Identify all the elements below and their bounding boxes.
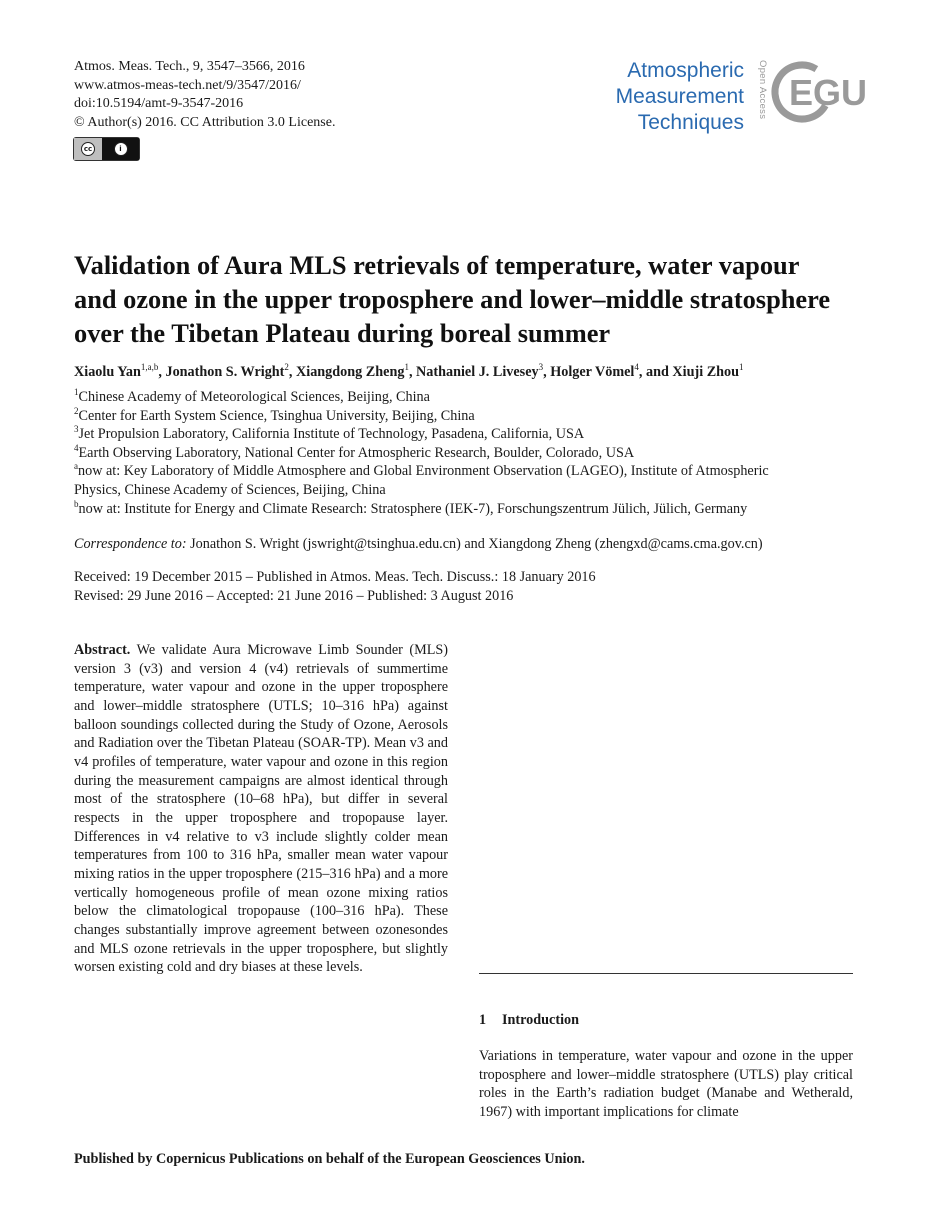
affiliation-text: Jet Propulsion Laboratory, California Institute of Technology, Pasadena, California, USA xyxy=(78,426,585,443)
correspondence xyxy=(74,536,763,553)
journal-citation: Atmos. Meas. Tech., 9, 3547–3566, 2016 xyxy=(74,59,305,74)
author-separator: , xyxy=(543,364,551,380)
received-line: Received: 19 December 2015 – Published in Atmos. Meas. Tech. Discuss.: 18 January 2016 xyxy=(74,569,596,585)
author-name: Jonathon S. Wright xyxy=(165,364,285,380)
affiliation-text: now at: Key Laboratory of Middle Atmosphere and Global Environment Observation (LAGEO), Institute of Atmospheric xyxy=(78,463,769,480)
affiliation-text: now at: Institute for Energy and Climate Research: Stratosphere (IEK-7), Forschungszentrum Jülich, Jülich, Germany xyxy=(78,500,748,517)
license-statement: © Author(s) 2016. CC Attribution 3.0 License. xyxy=(74,114,336,130)
author-separator: , xyxy=(408,364,417,380)
publication-dates xyxy=(74,568,596,605)
egu-logo-text: EGU xyxy=(789,72,868,113)
affiliation-marker: 2 xyxy=(74,405,79,416)
affiliation-text: Physics, Chinese Academy of Sciences, Beijing, China xyxy=(74,481,386,498)
affiliation-list xyxy=(74,388,874,518)
title-line: over the Tibetan Plateau during boreal summer xyxy=(74,318,611,348)
title-line: Validation of Aura MLS retrievals of temperature, water vapour xyxy=(74,250,800,280)
journal-name-line: Measurement xyxy=(615,85,744,108)
abstract-paragraph-1 xyxy=(74,641,448,977)
author-affiliation-marker: 4 xyxy=(634,362,639,372)
article-url[interactable]: www.atmos-meas-tech.net/9/3547/2016/ xyxy=(74,77,301,93)
section-divider xyxy=(479,973,853,974)
affiliation-text: Earth Observing Laboratory, National Center for Atmospheric Research, Boulder, Colorado, USA xyxy=(78,444,635,461)
author-affiliation-marker: 1,a,b xyxy=(140,362,159,372)
affiliation-text: Center for Earth System Science, Tsinghua University, Beijing, China xyxy=(78,407,475,424)
correspondence-text: Jonathon S. Wright (jswright@tsinghua.edu.cn) and Xiangdong Zheng (zhengxd@cams.cma.gov.cn) xyxy=(190,536,763,552)
open-access-label xyxy=(752,60,768,130)
egu-logo-icon xyxy=(772,58,868,130)
author-affiliation-marker: 2 xyxy=(284,362,289,372)
abstract-text: We validate Aura Microwave Limb Sounder (MLS) version 3 (v3) and version 4 (v4) retrievals of summertime temperature, water vapour and ozone in the upper troposphere and lower–middle stratosphere (UTLS; 10–316 hPa) against balloon soundings collected during the Study of Ozone, Aerosols and Radiation over the Tibetan Plateau (SOAR-TP). Mean v3 and v4 profiles of temperature, water vapour and ozone in this region during the measurement campaigns are almost identical through most of the stratosphere (10–68 hPa), but differ in several respects in the upper troposphere and tropopause layer. Differences in v4 relative to v3 include slightly colder mean temperatures from 100 to 316 hPa, smaller mean water vapour mixing ratios in the upper troposphere (215–316 hPa) and a more vertically homogeneous profile of mean ozone mixing ratios below the climatological tropopause (100–316 hPa). These changes substantially improve agreement between ozonesondes and MLS ozone retrievals in the upper troposphere, but slightly worsen existing cold and dry biases at these levels. xyxy=(74,642,448,976)
affiliation xyxy=(74,481,874,500)
journal-name-line: Techniques xyxy=(637,111,744,134)
abstract-column-left xyxy=(74,641,448,977)
revised-line: Revised: 29 June 2016 – Accepted: 21 June 2016 – Published: 3 August 2016 xyxy=(74,587,514,604)
section-number: 1 xyxy=(479,1012,487,1028)
section-heading-introduction xyxy=(479,1012,579,1029)
author-name: Xiaolu Yan xyxy=(74,364,141,380)
author-name: Holger Vömel xyxy=(550,364,635,380)
author-separator: , xyxy=(158,364,166,380)
author-affiliation-marker: 1 xyxy=(404,362,409,372)
affiliation-text: Chinese Academy of Meteorological Sciences, Beijing, China xyxy=(78,389,430,405)
affiliation xyxy=(74,388,874,407)
journal-name-line: Atmospheric xyxy=(627,59,744,82)
author-separator: , and xyxy=(638,364,673,380)
author-name: Xiuji Zhou xyxy=(672,364,740,380)
section-title: Introduction xyxy=(502,1012,579,1028)
paper-title xyxy=(74,248,874,350)
open-access-text: Open Access xyxy=(757,60,768,120)
introduction-text xyxy=(479,1047,853,1122)
cc-icon: cc xyxy=(81,142,95,156)
affiliation xyxy=(74,500,874,519)
affiliation xyxy=(74,444,874,463)
author-name: Xiangdong Zheng xyxy=(296,364,405,380)
cc-by-license-badge[interactable] xyxy=(73,137,140,161)
author-list xyxy=(74,364,744,381)
affiliation-marker: 4 xyxy=(74,442,79,453)
affiliation xyxy=(74,425,874,444)
affiliation xyxy=(74,407,874,426)
introduction-paragraph: Variations in temperature, water vapour and ozone in the upper troposphere and lower–middle stratosphere (UTLS) play critical roles in the Earth’s radiation budget (Manabe and Wetherald, 1967) with important implications for climate xyxy=(479,1048,853,1120)
title-line: and ozone in the upper troposphere and lower–middle stratosphere xyxy=(74,284,831,314)
affiliation-marker: a xyxy=(74,461,78,472)
author-separator: , xyxy=(288,364,297,380)
attribution-icon: i xyxy=(114,142,128,156)
affiliation-marker: b xyxy=(74,498,79,509)
affiliation-marker: 3 xyxy=(74,424,79,435)
author-name: Nathaniel J. Livesey xyxy=(416,364,539,380)
affiliation xyxy=(74,462,874,481)
abstract-label: Abstract. xyxy=(74,642,131,658)
journal-name xyxy=(616,58,744,136)
publisher-footer: Published by Copernicus Publications on behalf of the European Geosciences Union. xyxy=(74,1151,585,1167)
citation-block xyxy=(74,58,335,132)
correspondence-label: Correspondence to: xyxy=(74,536,187,552)
article-doi[interactable]: doi:10.5194/amt-9-3547-2016 xyxy=(74,96,244,112)
affiliation-marker: 1 xyxy=(74,387,79,397)
author-affiliation-marker: 1 xyxy=(739,362,744,372)
author-affiliation-marker: 3 xyxy=(538,362,544,372)
